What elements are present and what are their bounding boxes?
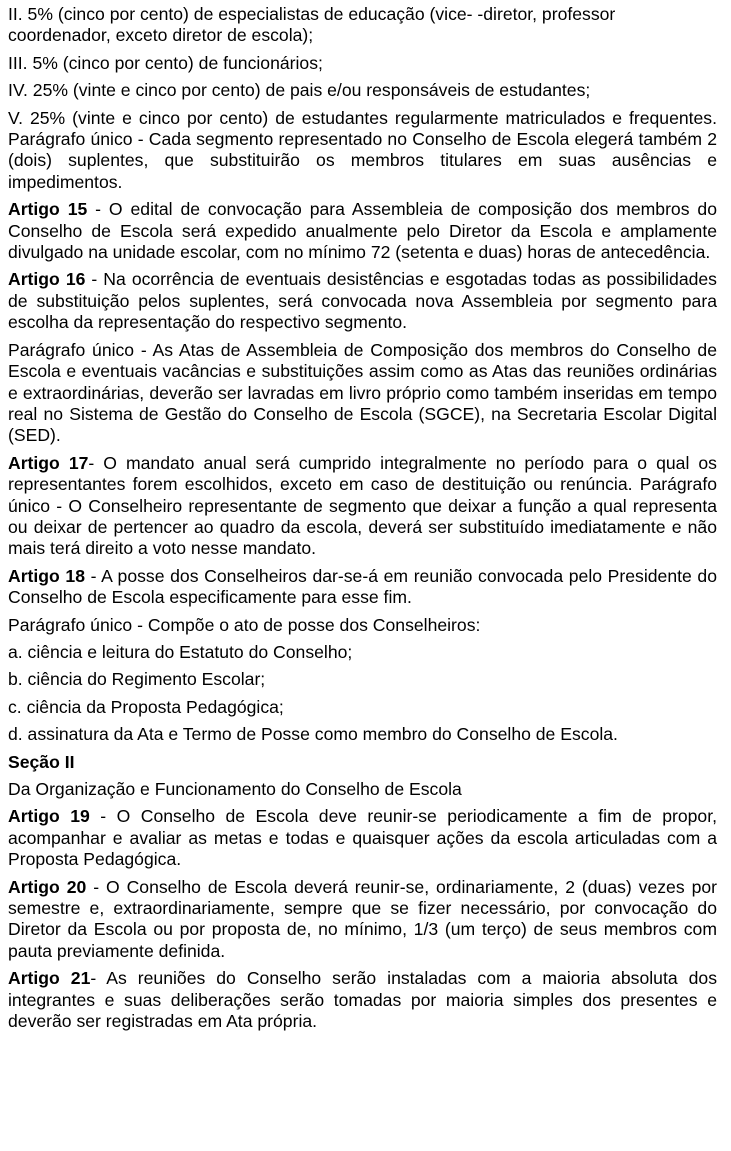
paragraph-text: III. 5% (cinco por cento) de funcionários; xyxy=(8,52,323,73)
list-item-a xyxy=(8,642,717,663)
article-label: Artigo 15 xyxy=(8,199,88,220)
paragraph-artigo-20 xyxy=(8,877,717,963)
article-label: Artigo 21 xyxy=(8,968,91,989)
paragraph-text: a. ciência e leitura do Estatuto do Conselho; xyxy=(8,641,353,662)
paragraph-text: d. assinatura da Ata e Termo de Posse como membro do Conselho de Escola. xyxy=(8,724,618,745)
paragraph-paragrafo-unico-atas xyxy=(8,340,717,447)
paragraph-text: - A posse dos Conselheiros dar-se-á em reunião convocada pelo Presidente do Conselho de Escola especificamente para esse fim. xyxy=(8,565,717,608)
paragraph-artigo-21 xyxy=(8,968,717,1032)
paragraph-text: - O Conselho de Escola deverá reunir-se, ordinariamente, 2 (duas) vezes por semestre e, extraordinariamente, sempre que se fizer necessário, por convocação do Diretor da Escola ou por proposta de, no mínimo, 1/3 (um terço) de seus membros com pauta previamente definida. xyxy=(8,876,717,961)
paragraph-artigo-19 xyxy=(8,806,717,870)
paragraph-text: c. ciência da Proposta Pedagógica; xyxy=(8,696,284,717)
article-label: Artigo 17 xyxy=(8,452,89,473)
article-label: Artigo 20 xyxy=(8,876,87,897)
paragraph-paragrafo-unico-posse xyxy=(8,615,717,636)
article-label: Artigo 16 xyxy=(8,269,86,290)
paragraph-text: - O edital de convocação para Assembleia de composição dos membros do Conselho de Escola será expedido anualmente pelo Diretor da Escola e amplamente divulgado na unidade escolar, com no mínimo 72 (setenta e duas) horas de antecedência. xyxy=(8,199,717,263)
section-subtitle xyxy=(8,779,717,800)
paragraph-text: - O Conselho de Escola deve reunir-se periodicamente a fim de propor, acompanhar e avaliar as metas e todas e quaisquer ações da escola articuladas com a Proposta Pedagógica. xyxy=(8,806,717,870)
paragraph-artigo-18 xyxy=(8,566,717,609)
paragraph-artigo-17 xyxy=(8,453,717,560)
paragraph-text: Parágrafo único - As Atas de Assembleia de Composição dos membros do Conselho de Escola e eventuais vacâncias e substituições assim como as Atas das reuniões ordinárias e extraordinárias, deverão ser lavradas em livro próprio como também inseridas em tempo real no Sistema de Gestão do Conselho de Escola (SGCE), na Secretaria Escolar Digital (SED). xyxy=(8,339,717,446)
paragraph-text: IV. 25% (vinte e cinco por cento) de pais e/ou responsáveis de estudantes; xyxy=(8,80,591,101)
article-label: Artigo 19 xyxy=(8,806,90,827)
paragraph-text: b. ciência do Regimento Escolar; xyxy=(8,669,266,690)
list-item-c xyxy=(8,697,717,718)
paragraph-artigo-16 xyxy=(8,269,717,333)
paragraph-inciso-v xyxy=(8,108,717,194)
list-item-d xyxy=(8,724,717,745)
paragraph-text: II. 5% (cinco por cento) de especialistas de educação (vice- -diretor, professor coordenador, exceto diretor de escola); xyxy=(8,4,616,46)
section-label: Seção II xyxy=(8,751,75,772)
paragraph-inciso-iii xyxy=(8,53,717,74)
paragraph-text: V. 25% (vinte e cinco por cento) de estudantes regularmente matriculados e frequentes. Parágrafo único - Cada segmento representado no Conselho de Escola elegerá também 2 (dois) suplentes, que substituirão os membros titulares em suas ausências e impedimentos. xyxy=(8,107,717,192)
paragraph-text: Da Organização e Funcionamento do Conselho de Escola xyxy=(8,779,462,799)
paragraph-artigo-15 xyxy=(8,199,717,263)
paragraph-inciso-iv xyxy=(8,80,717,101)
paragraph-text: - O mandato anual será cumprido integralmente no período para o qual os representantes forem escolhidos, exceto em caso de destituição ou renúncia. Parágrafo único - O Conselheiro representante de segmento que deixar a função a qual representa ou deixar de pertencer ao quadro da escola, deverá ser substituído imediatamente e não mais terá direito a voto nesse mandato. xyxy=(8,452,717,559)
paragraph-text: - Na ocorrência de eventuais desistências e esgotadas todas as possibilidades de substituição pelos suplentes, será convocada nova Assembleia por segmento para escolha da representação do respectivo segmento. xyxy=(8,269,717,333)
article-label: Artigo 18 xyxy=(8,565,85,586)
section-heading xyxy=(8,752,717,773)
paragraph-text: - As reuniões do Conselho serão instaladas com a maioria absoluta dos integrantes e suas deliberações serão tomadas por maioria simples dos presentes e deverão ser registradas em Ata própria. xyxy=(8,968,717,1032)
paragraph-text: Parágrafo único - Compõe o ato de posse dos Conselheiros: xyxy=(8,614,481,635)
paragraph-inciso-ii xyxy=(8,4,717,47)
list-item-b xyxy=(8,669,717,690)
